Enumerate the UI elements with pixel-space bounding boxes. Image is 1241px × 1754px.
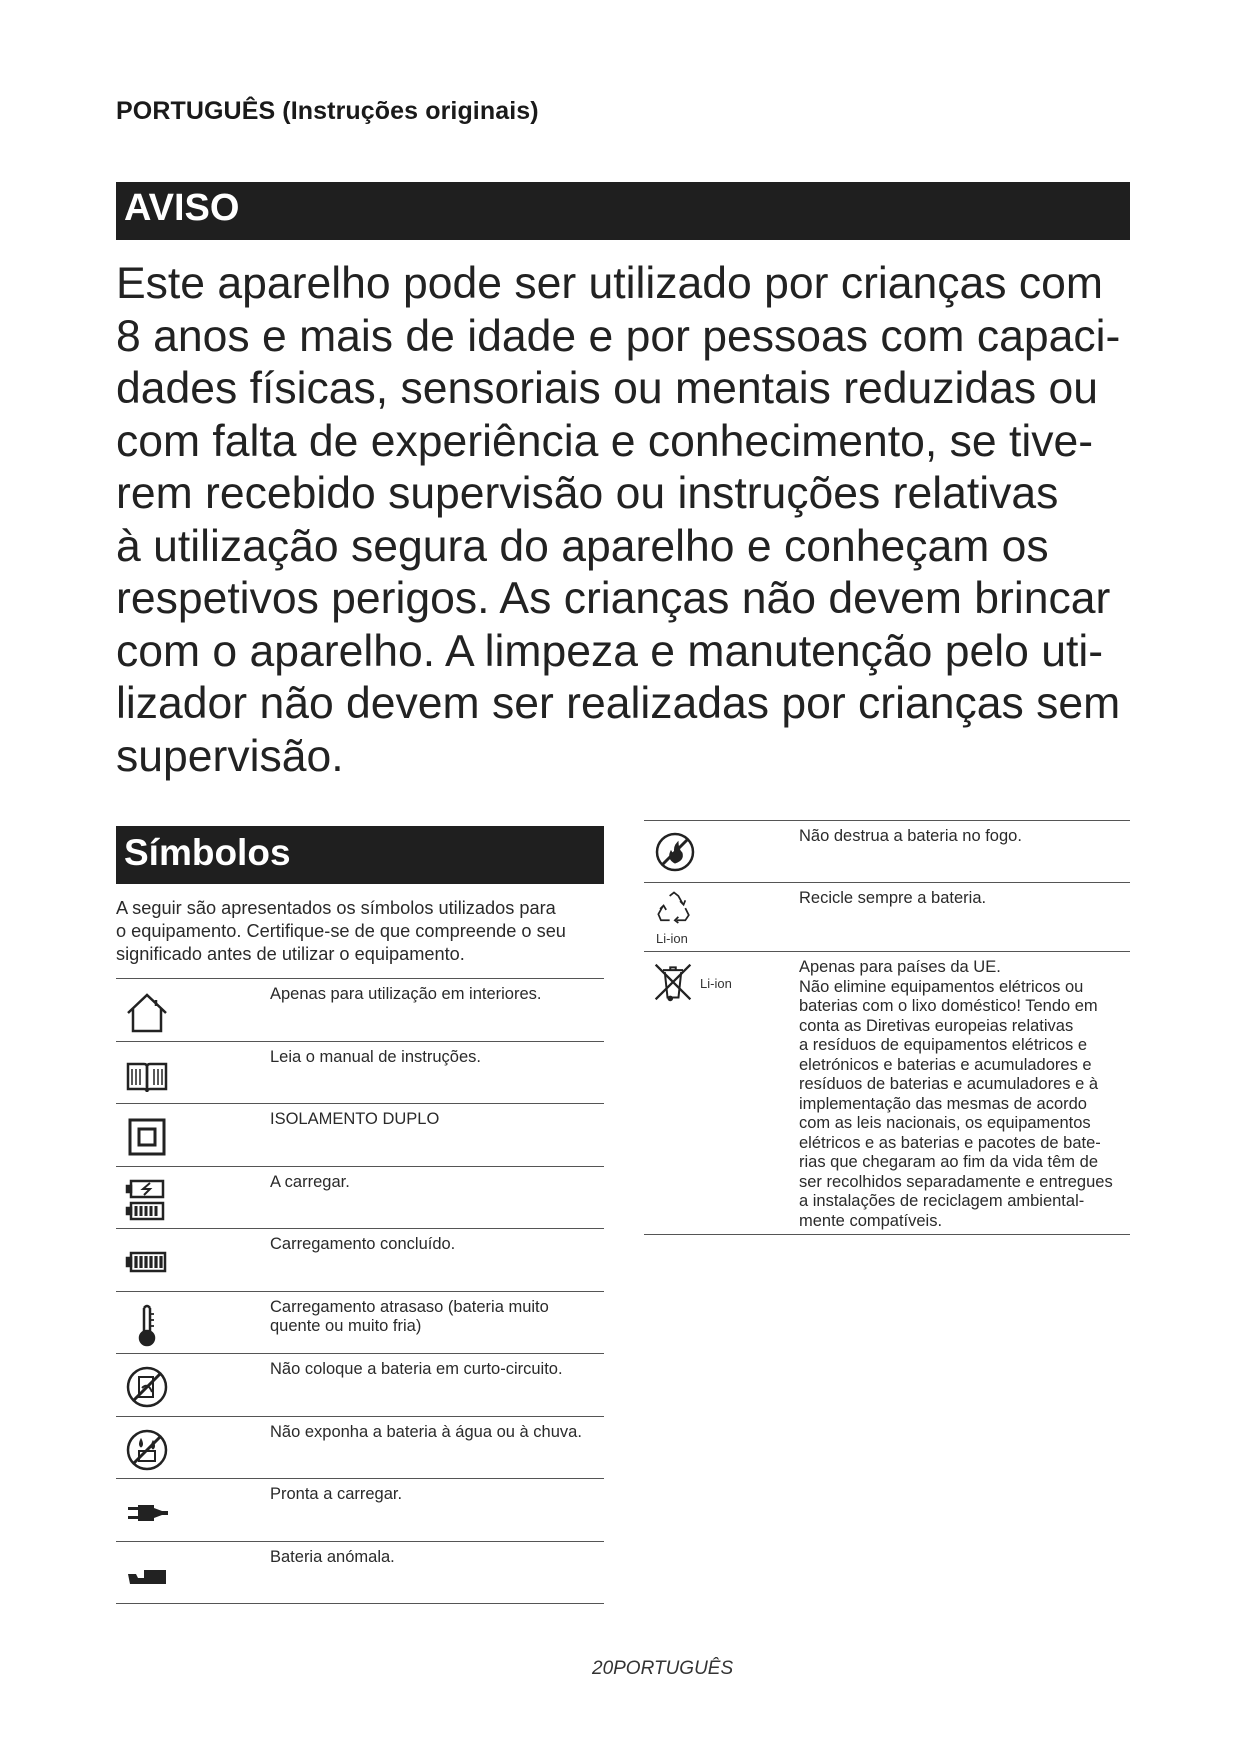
warning-line: 8 anos e mais de idade e por pessoas com capaci-	[116, 311, 1121, 361]
description-line: Pronta a carregar.	[270, 1485, 403, 1503]
description-line: implementação das mesmas de acordo	[799, 1094, 1087, 1113]
charging-battery-icon	[124, 1177, 170, 1223]
symbol-description	[270, 1173, 600, 1193]
plug-icon	[124, 1489, 170, 1535]
description-line: baterias com o lixo doméstico! Tendo em	[799, 997, 1098, 1015]
document-language-heading: PORTUGUÊS (Instruções originais)	[116, 97, 539, 125]
description-line: Carregamento atrasaso (bateria muito	[270, 1297, 549, 1316]
warning-line: supervisão.	[116, 731, 344, 781]
symbol-description	[799, 889, 1129, 909]
thermometer-icon	[124, 1302, 170, 1348]
warning-line: com falta de experiência e conhecimento, se tive-	[116, 416, 1094, 466]
full-battery-icon	[124, 1239, 170, 1285]
symbol-description	[799, 827, 1129, 847]
symbol-description	[270, 1548, 600, 1568]
description-line: ISOLAMENTO DUPLO	[270, 1110, 440, 1128]
description-line: a instalações de reciclagem ambiental-	[799, 1192, 1085, 1210]
crossed-bin-icon	[652, 960, 694, 1004]
description-line: Não coloque a bateria em curto-circuito.	[270, 1360, 563, 1378]
symbol-row-weee	[644, 952, 1130, 1235]
warning-line: à utilização segura do aparelho e conheçam os	[116, 521, 1049, 571]
symbols-table-right	[644, 820, 1130, 1235]
description-line: Não destrua a bateria no fogo.	[799, 827, 1022, 845]
symbol-description	[270, 1360, 600, 1380]
description-line: conta as Diretivas europeias relativas	[799, 1016, 1074, 1035]
warning-line: lizador não devem ser realizadas por crianças sem	[116, 679, 1121, 728]
description-line: Recicle sempre a bateria.	[799, 889, 987, 907]
description-line: elétricos e as baterias e pacotes de bate-	[799, 1133, 1101, 1152]
symbols-intro	[116, 897, 616, 966]
faulty-battery-icon	[124, 1552, 170, 1598]
liion-label: Li-ion	[700, 976, 732, 991]
intro-line: significado antes de utilizar o equipamento.	[116, 944, 465, 964]
description-line: Apenas para países da UE.	[799, 958, 1001, 976]
symbol-row-ready-to-charge	[116, 1479, 604, 1542]
description-line: Apenas para utilização em interiores.	[270, 985, 542, 1003]
description-line: Bateria anómala.	[270, 1547, 395, 1566]
warning-line: com o aparelho. A limpeza e manutenção pelo uti-	[116, 626, 1104, 676]
description-line: A carregar.	[270, 1172, 350, 1191]
description-line: ser recolhidos separadamente e entregues	[799, 1172, 1113, 1191]
symbols-table-left	[116, 978, 604, 1604]
symbol-row-manual	[116, 1042, 604, 1105]
warning-banner: AVISO	[116, 182, 1130, 240]
symbol-description	[799, 958, 1129, 1231]
symbol-description	[270, 1235, 600, 1255]
description-line: rias que chegaram ao fim da vida têm de	[799, 1153, 1098, 1171]
warning-line: Este aparelho pode ser utilizado por crianças com	[116, 259, 1103, 308]
symbol-row-no-water	[116, 1417, 604, 1480]
no-water-icon	[124, 1427, 170, 1473]
no-fire-icon	[652, 829, 698, 875]
intro-line: o equipamento. Certifique-se de que compreende o seu	[116, 921, 566, 941]
description-line: eletrónicos e baterias e acumuladores e	[799, 1055, 1092, 1074]
liion-label: Li-ion	[656, 931, 688, 946]
symbol-row-charging	[116, 1167, 604, 1230]
warning-paragraph	[116, 258, 1136, 783]
description-line: mente compatíveis.	[799, 1211, 943, 1230]
recycle-icon	[654, 889, 694, 929]
page-footer: 20PORTUGUÊS	[592, 1658, 734, 1679]
symbol-row-indoor	[116, 979, 604, 1042]
description-line: Não elimine equipamentos elétricos ou	[799, 977, 1084, 996]
book-icon	[124, 1052, 170, 1098]
description-line: quente ou muito fria)	[270, 1317, 422, 1335]
description-line: resíduos de baterias e acumuladores e à	[799, 1075, 1099, 1093]
symbol-description	[270, 985, 600, 1005]
symbol-row-recycle	[644, 883, 1130, 952]
intro-line: A seguir são apresentados os símbolos utilizados para	[116, 898, 556, 918]
symbol-row-charge-complete	[116, 1229, 604, 1292]
description-line: com as leis nacionais, os equipamentos	[799, 1114, 1091, 1132]
symbol-row-faulty-battery	[116, 1542, 604, 1605]
symbol-description	[270, 1423, 600, 1443]
symbol-description	[270, 1110, 600, 1130]
symbol-row-double-insulation	[116, 1104, 604, 1167]
double-insulation-icon	[124, 1114, 170, 1160]
symbol-row-no-short-circuit	[116, 1354, 604, 1417]
no-short-circuit-icon	[124, 1364, 170, 1410]
description-line: Carregamento concluído.	[270, 1235, 456, 1253]
description-line: Leia o manual de instruções.	[270, 1047, 481, 1066]
symbol-row-no-fire	[644, 821, 1130, 883]
symbol-description	[270, 1298, 600, 1337]
description-line: a resíduos de equipamentos elétricos e	[799, 1036, 1088, 1054]
symbol-row-charge-delayed	[116, 1292, 604, 1355]
warning-line: rem recebido supervisão ou instruções relativas	[116, 469, 1059, 518]
warning-line: respetivos perigos. As crianças não devem brincar	[116, 574, 1111, 623]
symbols-banner: Símbolos	[116, 826, 604, 884]
description-line: Não exponha a bateria à água ou à chuva.	[270, 1422, 582, 1441]
warning-line: dades físicas, sensoriais ou mentais reduzidas ou	[116, 364, 1098, 413]
symbol-description	[270, 1048, 600, 1068]
house-icon	[124, 989, 170, 1035]
symbol-description	[270, 1485, 600, 1505]
